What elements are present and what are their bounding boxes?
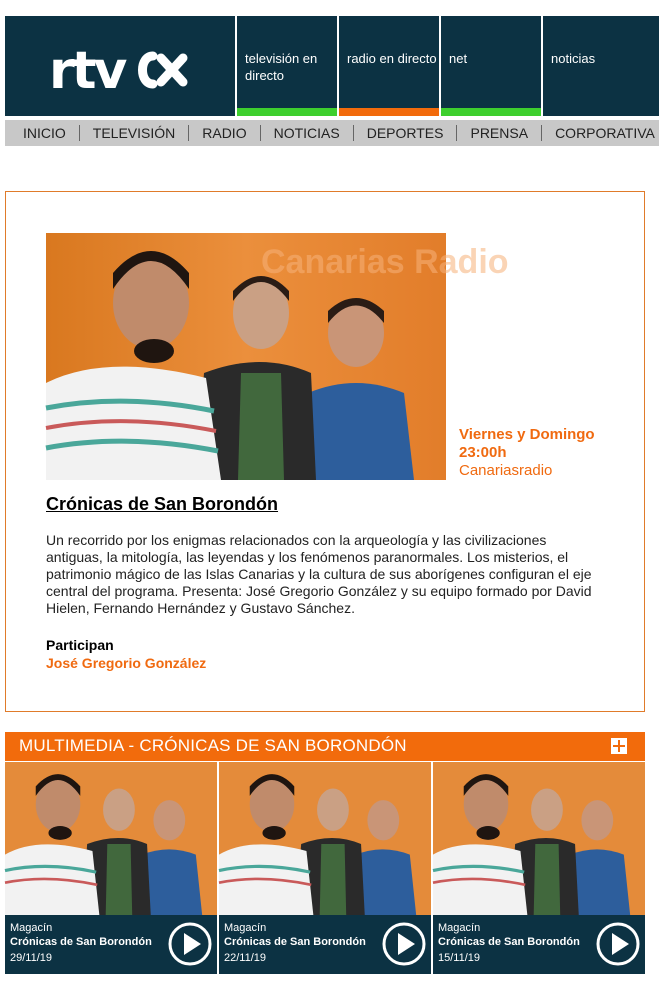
program-description: Un recorrido por los enigmas relacionados con la arqueología y las civilizaciones antiguas, la mitología, las leyendas y los fenómenos paranormales. Los misterios, el patrimonio mágico de las Islas Canarias y la cultura de sus aborígenes configuran el eje central del programa. Presenta: José Gregorio González y su equipo formado por David Hielen, Fernando Hernández y Gustavo Sánchez. xyxy=(46,532,592,616)
menu-item-prensa[interactable]: PRENSA xyxy=(457,125,542,141)
channel-net[interactable] xyxy=(441,16,541,116)
card-info xyxy=(219,915,431,974)
participant-name[interactable]: José Gregorio González xyxy=(46,655,207,671)
channel-label: net xyxy=(449,51,468,66)
media-card[interactable] xyxy=(433,762,645,974)
channel-label: radio en directo xyxy=(347,51,437,66)
card-photo xyxy=(5,762,217,915)
top-header xyxy=(5,16,659,116)
menu-item-noticias[interactable]: NOTICIAS xyxy=(261,125,354,141)
menu-item-radio[interactable]: RADIO xyxy=(189,125,260,141)
play-icon[interactable] xyxy=(167,921,213,967)
card-title[interactable]: Crónicas de San Borondón xyxy=(10,936,152,948)
card-date: 15/11/19 xyxy=(438,952,481,964)
photo-sign: Canarias Radio xyxy=(261,243,509,281)
card-info xyxy=(5,915,217,974)
menu-item-television[interactable]: TELEVISIÓN xyxy=(80,125,189,141)
media-card[interactable] xyxy=(5,762,217,974)
rtve-logo[interactable] xyxy=(5,16,235,116)
play-icon[interactable] xyxy=(381,921,427,967)
card-title[interactable]: Crónicas de San Borondón xyxy=(224,936,366,948)
card-date: 29/11/19 xyxy=(10,952,53,964)
media-card[interactable] xyxy=(219,762,431,974)
channel-label: televisión en directo xyxy=(245,51,318,83)
channel-news[interactable] xyxy=(543,16,659,116)
schedule-time: 23:00h xyxy=(459,444,507,461)
channel-bar xyxy=(441,108,541,116)
card-thumbnail[interactable] xyxy=(5,762,217,915)
program-box xyxy=(5,191,645,712)
plus-icon[interactable] xyxy=(611,738,627,754)
multimedia-title: MULTIMEDIA - CRÓNICAS DE SAN BORONDÓN xyxy=(19,736,407,755)
play-icon[interactable] xyxy=(595,921,641,967)
menu-item-inicio[interactable]: INICIO xyxy=(5,125,80,141)
logo-graphic xyxy=(5,16,205,116)
schedule-days: Viernes y Domingo xyxy=(459,426,595,443)
menu-item-corporativa[interactable]: CORPORATIVA xyxy=(555,125,655,141)
card-photo xyxy=(433,762,645,915)
card-title[interactable]: Crónicas de San Borondón xyxy=(438,936,580,948)
channel-bar xyxy=(237,108,337,116)
card-category: Magacín xyxy=(438,922,481,934)
channel-bar xyxy=(339,108,439,116)
channel-label: noticias xyxy=(551,51,596,66)
schedule-station[interactable]: Canariasradio xyxy=(459,462,553,479)
card-date: 22/11/19 xyxy=(224,952,267,964)
participants-label: Participan xyxy=(46,637,114,653)
card-thumbnail[interactable] xyxy=(433,762,645,915)
multimedia-header xyxy=(5,732,645,761)
svg-text:rtv: rtv xyxy=(49,41,125,101)
program-title[interactable]: Crónicas de San Borondón xyxy=(46,494,279,514)
card-thumbnail[interactable] xyxy=(219,762,431,915)
card-category: Magacín xyxy=(10,922,53,934)
main-menu xyxy=(5,120,659,146)
card-info xyxy=(433,915,645,974)
menu-item-deportes[interactable]: DEPORTES xyxy=(354,125,458,141)
card-photo xyxy=(219,762,431,915)
channel-tv-live[interactable] xyxy=(237,16,337,116)
card-category: Magacín xyxy=(224,922,267,934)
channel-radio-live[interactable] xyxy=(339,16,439,116)
